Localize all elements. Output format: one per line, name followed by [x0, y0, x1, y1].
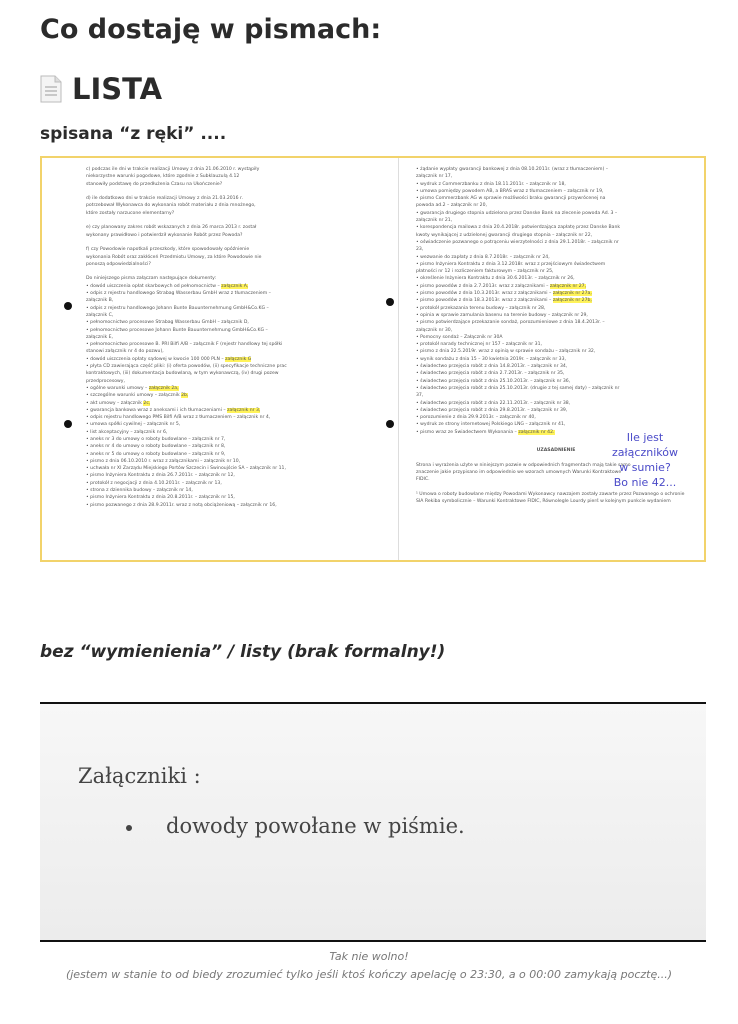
- scan-line: [416, 421, 696, 428]
- scan-line-text: • pismo powodów z dnia 18.3.2013r. wraz z załącznikami –: [416, 298, 552, 304]
- scan-line-text: • umowa spółki cywilnej – załącznik nr 5,: [86, 422, 181, 428]
- scan-line-text: • gwarancja bankowa wraz z aneksami i ich tłumaczeniami –: [86, 407, 226, 413]
- scan-line: [86, 297, 376, 304]
- scan-line: [86, 202, 376, 209]
- scan-line: [416, 261, 696, 268]
- scan-line: [416, 341, 696, 348]
- scan-line-text: [416, 456, 417, 461]
- handwritten-dot: [386, 298, 394, 306]
- scan-line: [86, 487, 376, 494]
- scan-line: [416, 414, 696, 421]
- scan-line-text: • pismo Inżyniera Kontraktu z dnia 26.7.2011r. – załącznik nr 12,: [86, 473, 235, 479]
- scan-line: [416, 319, 696, 326]
- scan-line: [86, 327, 376, 334]
- handwritten-note-line: załączników: [612, 446, 678, 459]
- scan-line: [416, 378, 696, 385]
- scan-line: [416, 268, 696, 275]
- scan-line-text: 23,: [416, 247, 424, 253]
- scan-line: [416, 297, 696, 304]
- scan-line: [86, 465, 376, 472]
- scan-line: [86, 341, 376, 348]
- scan-line: [86, 232, 376, 239]
- scan-line-text: [86, 269, 87, 274]
- scan-line-text: • szczególne warunki umowy – załącznik: [86, 393, 180, 399]
- scan-line-text: • płyta CD zawierająca część pliki: (i) oferta powodów, (ii) specyfikacje techniczne prac: [86, 364, 287, 370]
- scan-line-text: • wydruk z Commerzbanku z dnia 18.11.2011r. – załącznik nr 18,: [416, 181, 566, 187]
- scan-line-text: • pełnomocnictwo procesowe Strabag Wasserbau GmbH – załącznik D,: [86, 320, 249, 326]
- scan-line: [86, 217, 376, 224]
- caption-warning: Tak nie wolno!: [329, 950, 409, 963]
- scan-line-text: [86, 218, 87, 223]
- handwritten-note-line: w sumie?: [619, 461, 671, 474]
- scan-line: [416, 290, 696, 297]
- scan-line-text: • protokół z negocjacji z dnia 4.10.2011r. – załącznik nr 13,: [86, 480, 222, 486]
- scan-line: [86, 254, 376, 261]
- scan-line: [416, 327, 696, 334]
- scan-line: [86, 378, 376, 385]
- scan-line: [86, 494, 376, 501]
- highlighted-attachment: załącznik nr 27b,: [552, 298, 592, 304]
- scan-line-text: załącznik nr 17,: [416, 174, 453, 180]
- scan-line-text: • uchwała nr XI Zarządu Miejskiego Portów Szczecin i Świnoujście SA – załącznik nr 11,: [86, 466, 286, 472]
- scan-line: [86, 414, 376, 421]
- highlighted-attachment: załącznik nr 42.: [518, 429, 555, 435]
- scan-line: [86, 195, 376, 202]
- scan-line: [86, 334, 376, 341]
- attachments-bullet-text: dowody powołane w piśmie.: [166, 814, 465, 838]
- scan-line-text: Do niniejszego pisma załączam następujące dokumenty:: [86, 276, 217, 282]
- scan-line: [416, 407, 696, 414]
- scan-line-text: potrzebował Wykonawca do wykonania robót materiału z dnia mnożnego,: [86, 203, 256, 209]
- scan-line: [86, 275, 376, 282]
- scan-line: [86, 363, 376, 370]
- scan-line: [86, 312, 376, 319]
- document-icon: [40, 75, 62, 103]
- scan-line: [86, 283, 376, 290]
- scan-line-text: SIA Rekiba symbolicznie – Warunki Kontraktowe FIDIC, Równolegle Lourdy pierś w kolejnym punkcie wydaniem: [416, 499, 671, 505]
- highlighted-attachment: załącznik A,: [221, 283, 249, 289]
- scan-line-text: [86, 240, 87, 245]
- scan-line: [86, 173, 376, 180]
- scan-line: [86, 188, 376, 195]
- scan-line-text: [416, 437, 417, 442]
- scan-line-text: • pismo z dnia 22.5.2019r. wraz z opinią w sprawie sondażu – załącznik nr 32,: [416, 349, 596, 355]
- scan-line-text: • świadectwo przejęcia robót z dnia 25.10.2013r. – załącznik nr 36,: [416, 378, 571, 384]
- scan-line: [416, 491, 696, 498]
- scan-line-text: przedprocesowy,: [86, 378, 125, 384]
- scan-line-text: • pismo Inżyniera Kontraktu z dnia 20.8.2011r. – załącznik nr 15,: [86, 495, 235, 501]
- scan-line: [86, 246, 376, 253]
- scan-left-column: [86, 166, 376, 509]
- attachments-photo: [40, 702, 706, 942]
- subtitle: spisana “z ręki” ....: [40, 124, 227, 144]
- scan-line-text: • dowód uiszczenia opłaty sądowej w kwocie 100 000 PLN –: [86, 356, 224, 362]
- scan-line-text: • pismo Commerzbank AG w sprawie możliwości braku gwarancji przywrócenej na: [416, 196, 606, 202]
- scan-line: [416, 312, 696, 319]
- scan-line-text: 37,: [416, 393, 424, 399]
- scan-line: [416, 275, 696, 282]
- scan-line: [416, 224, 696, 231]
- scan-line-text: • dowód uiszczenia opłat skarbowych od pełnomocnictw –: [86, 283, 220, 289]
- scan-line: [86, 290, 376, 297]
- document-scan: [40, 156, 706, 562]
- handwritten-note-line: Bo nie 42...: [613, 476, 677, 489]
- handwritten-note: [600, 430, 690, 490]
- scan-line: [86, 502, 376, 509]
- scan-line-text: załącznik nr 30,: [416, 327, 453, 333]
- scan-line: [86, 224, 376, 231]
- scan-line: [86, 261, 376, 268]
- scan-line: [416, 400, 696, 407]
- scan-line-text: • aneks nr 5 do umowy o roboty budowlane – załącznik nr 9,: [86, 451, 226, 457]
- scan-line: [86, 166, 376, 173]
- scan-line-text: wykonany prawidłowo i potwierdził wykonanie Robót przez Powoda?: [86, 232, 243, 238]
- scan-line-text: • ogólne warunki umowy –: [86, 385, 148, 391]
- scan-line-text: • świadectwo przejęcia robót z dnia 14.8.2013r. – załącznik nr 34,: [416, 364, 568, 370]
- scan-line-text: • oświadczenie pozwanego o potrąceniu wierzytelności z dnia 29.1.2018r. – załącznik nr: [416, 239, 619, 245]
- scan-line-text: • odpis z rejestru handlowego Strabag Wasserbau GmbH wraz z tłumaczeniem –: [86, 291, 271, 297]
- scan-line-text: niekorzystne warunki pogodowe, które zgodnie z Subklauzulą 4.12: [86, 174, 240, 180]
- scan-line: [416, 239, 696, 246]
- scan-line-text: • wydruk ze strony internetowej Polskiego LNG – załącznik nr 41,: [416, 422, 566, 428]
- scan-line-text: • świadectwo przejęcia robót z dnia 29.8.2013r. – załącznik nr 39,: [416, 407, 568, 413]
- scan-line-text: • list akceptacyjny – załącznik nr 6,: [86, 429, 168, 435]
- scan-line-text: • pismo potwierdzające przekazanie sondaż, porozumieniowe z dnia 18.4.2013r. –: [416, 320, 605, 326]
- scan-line-text: c) podczas ile dni w trakcie realizacji Umowy z dnia 21.06.2010 r. wystąpiły: [86, 167, 260, 172]
- scan-line-text: UZASADNIENIE: [536, 448, 576, 454]
- highlighted-attachment: załącznik G: [225, 356, 252, 362]
- scan-line: [86, 268, 376, 275]
- scan-line-text: kwoty wynikającej z udzielonej gwarancji drugiego stopnia – załącznik nr 22,: [416, 232, 593, 238]
- scan-line-text: • pełnomocnictwo procesowe B. PRI Bilfi A/B – załącznik F (rejestr handlowy tej spółki: [86, 342, 283, 348]
- scan-line-text: załącznik nr 21,: [416, 218, 453, 224]
- scan-line: [416, 188, 696, 195]
- lista-heading: [40, 72, 162, 106]
- scan-line: [416, 334, 696, 341]
- scan-line-text: wykonania Robót oraz zakłóceń Przedmiotu Umowy, za które Powodowie nie: [86, 254, 262, 260]
- scan-divider: [398, 158, 399, 560]
- scan-line: [86, 319, 376, 326]
- scan-line: [86, 400, 376, 407]
- scan-line: [86, 385, 376, 392]
- scan-line-text: f) czy Powodowie napotkali przeszkody, które spowodowały opóźnienie: [86, 247, 250, 253]
- scan-line: [416, 254, 696, 261]
- highlighted-attachment: 2b,: [181, 393, 189, 399]
- scan-line-text: • żądanie wypłaty gwarancji bankowej z dnia 08.10.2011r. (wraz z tłumaczeniem) –: [416, 167, 609, 172]
- highlighted-attachment: 2c,: [143, 400, 151, 406]
- scan-line-text: • umowa pomiędzy powodem AB, a BRAS wraz z tłumaczeniem – załącznik nr 19,: [416, 188, 604, 194]
- attachments-title: Załączniki :: [78, 764, 201, 788]
- scan-line: [86, 348, 376, 355]
- scan-line-text: stanowiły podstawę do przedłużenia Czasu na Ukończenie?: [86, 181, 223, 187]
- scan-line-text: • pismo pozwanego z dnia 28.9.2011r. wraz z notą obciążeniową – załącznik nr 16,: [86, 502, 277, 508]
- scan-line-text: d) ile dodatkowo dni w trakcie realizacji Umowy z dnia 21.03.2016 r.: [86, 196, 243, 202]
- scan-line: [416, 202, 696, 209]
- scan-line-text: • protokół przekazania terenu budowy – załącznik nr 28,: [416, 305, 546, 311]
- scan-line-text: • pełnomocnictwo procesowe Johann Bunte Bauunternehmung GmbH&Co.KG –: [86, 327, 268, 333]
- scan-line-text: • gwarancja drugiego stopnia udzielona przez Danske Bank na zlecenie powoda Ad. 3 –: [416, 210, 618, 216]
- handwritten-note-line: Ile jest: [626, 431, 664, 444]
- scan-line: [416, 356, 696, 363]
- scan-line-text: • opinia w sprawie zamulania basenu na terenie budowy – załącznik nr 29,: [416, 312, 588, 318]
- scan-line-text: • wezwanie do zapłaty z dnia 8.7.2018r. – załącznik nr 24,: [416, 254, 550, 260]
- scan-line: [416, 370, 696, 377]
- scan-line-text: załącznik C,: [86, 312, 114, 318]
- handwritten-dot: [64, 420, 72, 428]
- caption-explanation: (jestem w stanie to od biedy zrozumieć tylko jeśli ktoś kończy apelację o 23:30, a o 00:00 zamykają pocztę...): [65, 968, 673, 981]
- scan-line-text: [86, 189, 87, 194]
- scan-line: [86, 443, 376, 450]
- bullet-icon: [126, 825, 132, 831]
- scan-line: [86, 407, 376, 414]
- highlighted-attachment: załącznik 2a,: [148, 385, 179, 391]
- scan-line-text: • określenie Inżyniera Kontraktu z dnia 30.6.2013r. – załącznik nr 26,: [416, 276, 575, 282]
- scan-line-text: Strona i wyrażenia użyte w niniejszym pozwie w odpowiednich fragmentach mają takie samo: [416, 462, 631, 468]
- highlighted-attachment: załącznik nr 27a,: [552, 291, 592, 297]
- attachments-bullet: [126, 814, 465, 838]
- scan-line: [416, 283, 696, 290]
- scan-line-text: • porozumienie z dnia 29.9.2013r. – załącznik nr 40,: [416, 415, 536, 421]
- scan-line-text: załącznik E,: [86, 334, 113, 340]
- scan-line-text: • świadectwo przejęcia robót z dnia 2.7.2013r. – załącznik nr 35,: [416, 371, 565, 377]
- scan-line: [86, 421, 376, 428]
- scan-line: [86, 392, 376, 399]
- scan-line-text: • akt umowy – załącznik: [86, 400, 142, 406]
- scan-line-text: • pismo powodów z dnia 10.3.2013r. wraz z załącznikami –: [416, 291, 552, 297]
- scan-line-text: płatności nr 12 i rozliczeniem fakturowym – załącznik nr 25,: [416, 269, 554, 275]
- scan-line-text: kontraktowych, (iii) dokumentacja budowlaną, w tym wykonawczą, (iv) drugi pozew: [86, 371, 279, 377]
- scan-line-text: • aneks nr 3 do umowy o roboty budowlane – załącznik nr 7,: [86, 436, 226, 442]
- scan-line: [416, 498, 696, 505]
- scan-line-text: • pismo powodów z dnia 2.7.2013r. wraz z załącznikami –: [416, 283, 549, 289]
- scan-line-text: załącznik B,: [86, 298, 114, 304]
- scan-line: [86, 451, 376, 458]
- highlighted-attachment: załącznik nr 3,: [227, 407, 261, 413]
- scan-line: [416, 181, 696, 188]
- scan-line: [416, 305, 696, 312]
- scan-line-text: • pismo z dnia 06.10.2010 r. wraz z załącznikami – załącznik nr 10,: [86, 458, 241, 464]
- scan-line: [416, 217, 696, 224]
- scan-line-text: • odpis z rejestru handlowego Johann Bunte Bauunternehmung GmbH&Co.KG –: [86, 305, 269, 311]
- handwritten-dot: [386, 420, 394, 428]
- scan-line: [86, 210, 376, 217]
- scan-line-text: • korespondencja mailowa z dnia 20.4.2018r. potwierdzająca zapłatę przez Danske Bank: [416, 225, 621, 231]
- scan-line-text: ponoszą odpowiedzialności?: [86, 261, 151, 267]
- scan-line: [416, 166, 696, 173]
- scan-line: [86, 356, 376, 363]
- scan-line-text: • świadectwo przejęcia robót z dnia 25.10.2013r. (drugie z tej samej daty) – załącznik nr: [416, 385, 620, 391]
- scan-line: [86, 429, 376, 436]
- scan-line-text: • pismo Inżyniera Kontraktu z dnia 3.12.2018r. wraz z przejściowym świadectwem: [416, 261, 606, 267]
- scan-line: [416, 246, 696, 253]
- scan-line: [86, 370, 376, 377]
- paragraph-no-list: bez “wymienienia” / listy (brak formalny!): [40, 642, 446, 662]
- scan-line: [416, 348, 696, 355]
- scan-line-text: ¹ Umowa o roboty budowlane między Powodami Wykonawcy nawzajem zostały zawarte przez Pozwanego o ochronie: [416, 492, 685, 498]
- scan-line-text: e) czy planowany zakres robót wskazanych z dnia 26 marca 2013 r. został: [86, 225, 257, 231]
- scan-line-text: FIDIC.: [416, 477, 430, 483]
- scan-line: [416, 392, 696, 399]
- scan-line-text: • wynik sondażu z dnia 15 – 30 kwietnia 2019r. – załącznik nr 33,: [416, 356, 566, 362]
- scan-line-text: • aneks nr 4 do umowy o roboty budowlane – załącznik nr 8,: [86, 444, 226, 450]
- scan-line: [416, 210, 696, 217]
- scan-line: [86, 472, 376, 479]
- scan-line: [416, 232, 696, 239]
- scan-line: [416, 173, 696, 180]
- scan-line: [416, 385, 696, 392]
- handwritten-dot: [64, 302, 72, 310]
- scan-line: [86, 181, 376, 188]
- scan-line-text: • świadectwo przejęcia robót z dnia 22.11.2013r. – załącznik nr 38,: [416, 400, 571, 406]
- scan-line-text: które zostały narzucone elementarny?: [86, 210, 175, 216]
- scan-line-text: • protokół narady technicznej nr 157 – załącznik nr 31,: [416, 342, 542, 348]
- scan-line-text: • strona z dziennika budowy – załącznik nr 14,: [86, 488, 193, 494]
- scan-line: [86, 239, 376, 246]
- highlighted-attachment: załącznik nr 27,: [549, 283, 587, 289]
- lista-title: LISTA: [72, 72, 163, 106]
- scan-line: [86, 480, 376, 487]
- scan-line: [86, 305, 376, 312]
- scan-line-text: • odpis rejestru handlowego PMS Bilfi A/B wraz z tłumaczeniem – załącznik nr 4,: [86, 415, 271, 421]
- scan-line: [86, 436, 376, 443]
- scan-line-text: • pismo wraz ze Świadectwem Wykonania –: [416, 429, 517, 435]
- scan-line-text: znaczenie jakie przypisano im odpowiednio we wzorach umownych Warunki Kontraktowe: [416, 470, 622, 476]
- scan-line-text: powoda ad.2 – załącznik nr 20,: [416, 203, 487, 209]
- scan-line-text: [416, 485, 417, 490]
- scan-line: [416, 195, 696, 202]
- scan-line-text: stanowi załącznik nr 4 do pozwu),: [86, 349, 164, 355]
- scan-line-text: • Pomocny sondaż – Załącznik nr 30A: [416, 334, 503, 340]
- page-heading: Co dostaję w pismach:: [40, 14, 382, 45]
- scan-line: [416, 363, 696, 370]
- scan-line: [86, 458, 376, 465]
